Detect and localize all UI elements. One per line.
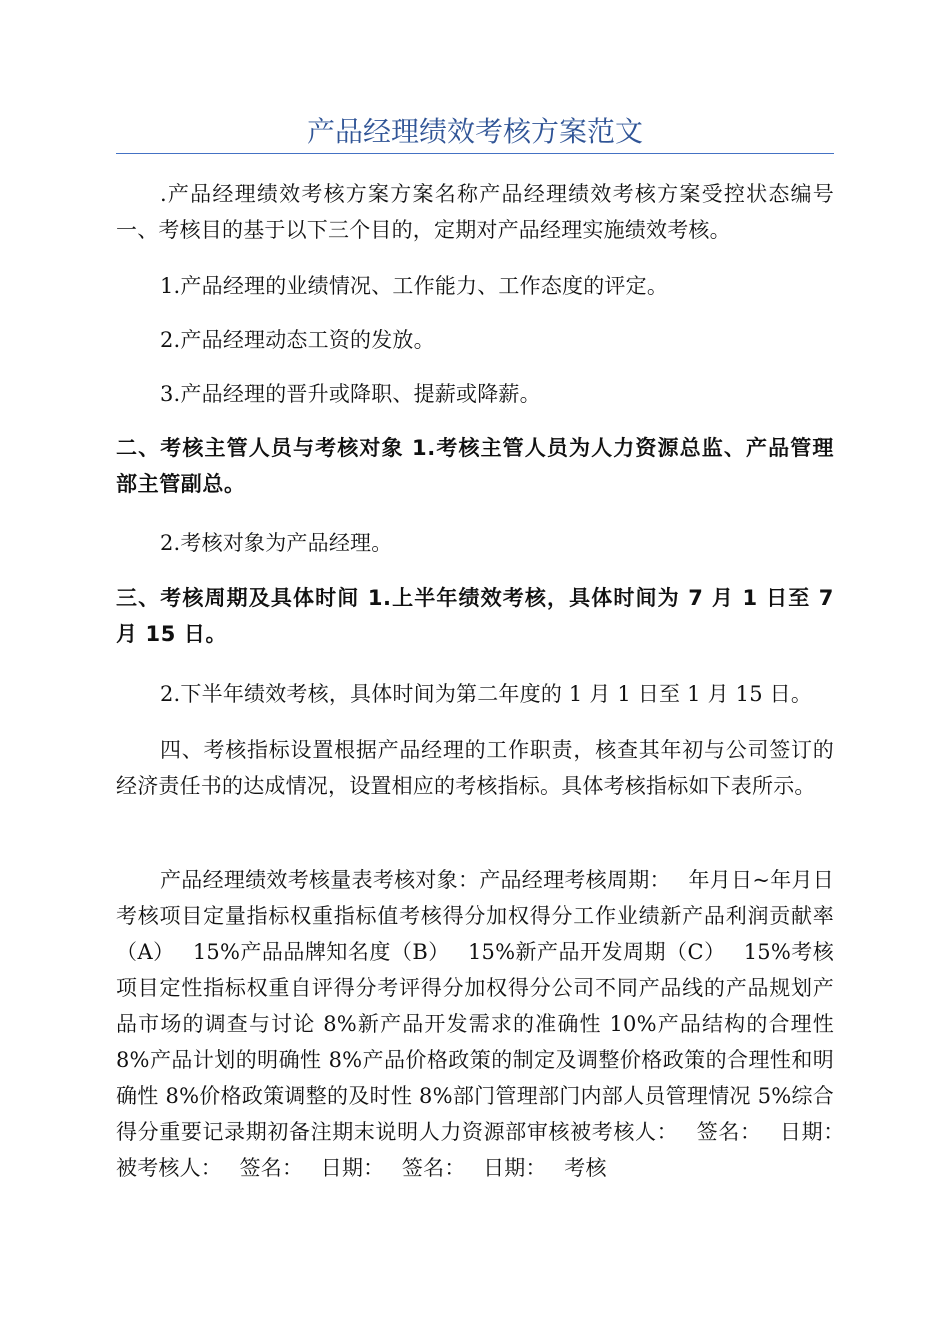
paragraph-purpose-2: 2.产品经理动态工资的发放。 [160,328,435,352]
paragraph-section-4: 四、考核指标设置根据产品经理的工作职责，核查其年初与公司签订的经济责任书的达成情况，设置相应的考核指标。具体考核指标如下表所示。 [116,738,834,798]
paragraph-intro: .产品经理绩效考核方案方案名称产品经理绩效考核方案受控状态编号一、考核目的基于以下三个目的，定期对产品经理实施绩效考核。 [116,182,834,242]
paragraph-purpose-3: 3.产品经理的晋升或降职、提薪或降薪。 [160,382,541,406]
paragraph-purpose-1: 1.产品经理的业绩情况、工作能力、工作态度的评定。 [160,274,669,298]
title-underline [116,153,834,154]
heading-section-3: 三、考核周期及具体时间 1.上半年绩效考核，具体时间为 7 月 1 日至 7 月 15 日。 [116,586,834,646]
paragraph-assessee: 2.考核对象为产品经理。 [160,531,393,555]
paragraph-assessment-table: 产品经理绩效考核量表考核对象：产品经理考核周期： 年月日~年月日考核项目定量指标权重指标值考核得分加权得分工作业绩新产品利润贡献率（A） 15%产品品牌知名度（B） 15%新产品开发周期（C） 15%考核项目定性指标权重自评得分考评得分加权得分公司不同产品线的产品规划产品市场的调查与讨论 8%新产品开发需求的准确性 10%产品结构的合理性 8%产品计划的明确性 8%产品价格政策的制定及调整价格政策的合理性和明确性 8%价格政策调整的及时性 8%部门管理部门内部人员管理情况 5%综合得分重要记录期初备注期末说明人力资源部审核被考核人： 签名： 日期： 被考核人： 签名： 日期： 签名： 日期： 考核 [116,868,863,1180]
document-title: 产品经理绩效考核方案范文 [306,115,643,148]
paragraph-second-half: 2.下半年绩效考核，具体时间为第二年度的 1 月 1 日至 1 月 15 日。 [160,682,813,706]
heading-section-2: 二、考核主管人员与考核对象 1.考核主管人员为人力资源总监、产品管理部主管副总。 [116,436,834,496]
